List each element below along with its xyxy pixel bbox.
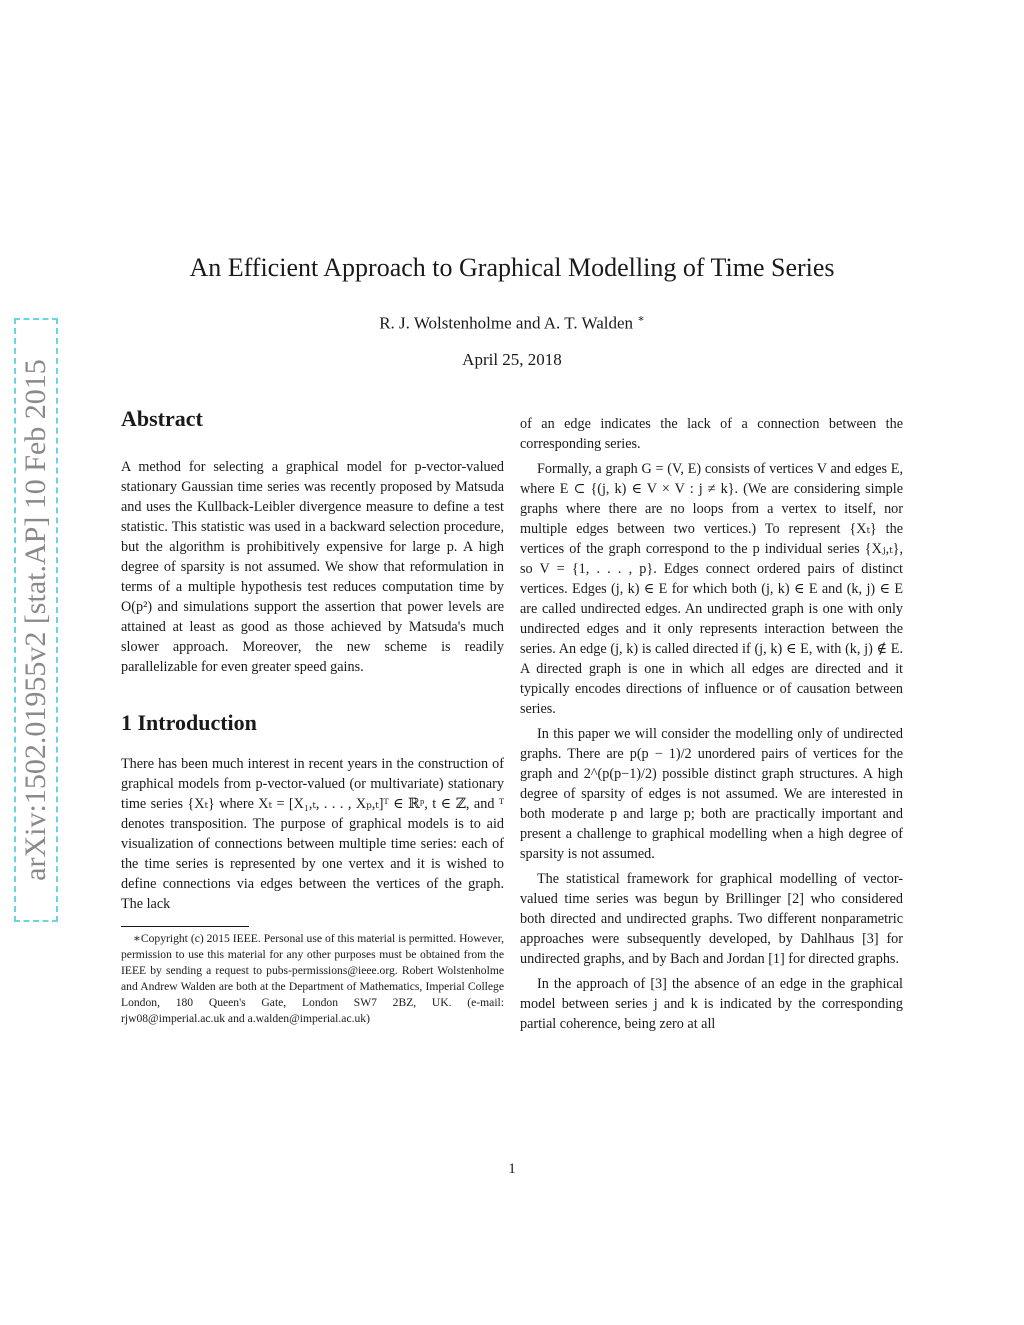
introduction-paragraph: There has been much interest in recent years in the construction of graphical models from p-vector-valued (or multivariate) stationary time series {Xₜ} where Xₜ = [X₁,ₜ, . . . , Xₚ,ₜ]ᵀ ∈ ℝᵖ, t ∈ ℤ, and ᵀ denotes transposition. The purpose of graphical models is to aid visualization of connections between multiple time series: each of the time series is represented by one vertex and it is wished to define connections via edges between the vertices of the graph. The lack: [121, 756, 504, 912]
copyright-footnote: ∗Copyright (c) 2015 IEEE. Personal use of this material is permitted. However, permission to use this material for any other purposes must be obtained from the IEEE by sending a request to pubs-permissions@ieee.org. Robert Wolstenholme and Andrew Walden are both at the Department of Mathematics, Imperial College London, 180 Queen's Gate, London SW7 2BZ, UK. (e-mail: rjw08@imperial.ac.uk and a.walden@imperial.ac.uk): [121, 932, 504, 1025]
right-paragraph-1: of an edge indicates the lack of a connection between the corresponding series.: [520, 416, 903, 452]
left-column: [121, 406, 504, 1027]
right-paragraph-3: In this paper we will consider the modelling only of undirected graphs. There are p(p − 1)/2 unordered pairs of vertices for the graph and 2^(p(p−1)/2) possible distinct graph structures. A high degree of sparsity of edges is not assumed. We are interested in both moderate p and large p; both are practically important and present a challenge to graphical modelling when a high degree of sparsity is not assumed.: [520, 726, 903, 862]
author-names: R. J. Wolstenholme and A. T. Walden: [379, 313, 634, 333]
paper-authors: [0, 312, 1024, 334]
right-paragraph-2: Formally, a graph G = (V, E) consists of vertices V and edges E, where E ⊂ {(j, k) ∈ V × V : j ≠ k}. (We are considering simple graphs where there are no loops from a vertex to itself, nor multiple edges between two vertices.) To represent {Xₜ} the vertices of the graph correspond to the p individual series {Xⱼ,ₜ}, so V = {1, . . . , p}. Edges connect ordered pairs of distinct vertices. Edges (j, k) ∈ E for which both (j, k) ∈ E and (k, j) ∈ E are called undirected edges. An undirected graph is one with only undirected edges and it only represents interaction between the series. An edge (j, k) is called directed if (j, k) ∈ E, with (k, j) ∉ E. A directed graph is one in which all edges are directed and it typically encodes directions of influence or of causation between series.: [520, 461, 903, 717]
footnote-rule: [121, 926, 249, 927]
abstract-heading: Abstract: [121, 406, 203, 431]
arxiv-stamp-text: arXiv:1502.01955v2 [stat.AP] 10 Feb 2015: [19, 359, 52, 881]
abstract-text: A method for selecting a graphical model for p-vector-valued stationary Gaussian time series was recently proposed by Matsuda and uses the Kullback-Leibler divergence measure to define a test statistic. This statistic was used in a backward selection procedure, but the algorithm is prohibitively expensive for large p. A high degree of sparsity is not assumed. We show that reformulation in terms of a multiple hypothesis test reduces computation time by O(p²) and simulations support the assertion that power levels are attained at least as good as those achieved by Matsuda's much slower approach. Moreover, the new scheme is readily parallelizable for even greater speed gains.: [121, 459, 504, 675]
page-number: 1: [508, 1161, 516, 1177]
arxiv-stamp: [14, 318, 58, 922]
author-footnote-mark: ∗: [637, 313, 645, 325]
paper-date: April 25, 2018: [462, 350, 562, 369]
right-paragraph-5: In the approach of [3] the absence of an edge in the graphical model between series j and k is indicated by the corresponding partial coherence, being zero at all: [520, 976, 903, 1032]
right-paragraph-4: The statistical framework for graphical modelling of vector-valued time series was begun by Brillinger [2] who considered both directed and undirected graphs. Two different nonparametric approaches were subsequently developed, by Dahlhaus [3] for undirected graphs, and by Bach and Jordan [1] for directed graphs.: [520, 871, 903, 967]
right-column: [520, 414, 903, 1034]
introduction-heading: 1 Introduction: [121, 710, 257, 735]
paper-title: An Efficient Approach to Graphical Modelling of Time Series: [189, 253, 835, 282]
